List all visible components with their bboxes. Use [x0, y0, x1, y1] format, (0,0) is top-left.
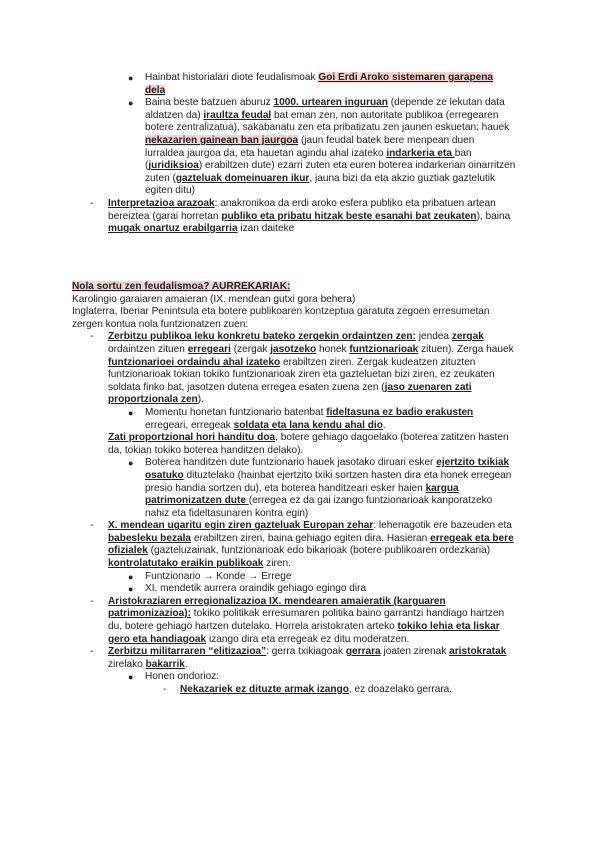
bullet-icon: ●	[128, 672, 134, 683]
list-item: ● Momentu honetan funtzionario batenbat fideltasuna ez badio erakusten erregeari, erregeak soldata eta lana kendu ahal dio.	[128, 406, 474, 431]
list-item: ● Boterea handitzen dute funtzionario hauek jasotako diruari esker ejertzito txikiak osatuko dituztelako (hainbat ejertzito txiki sortzen hasten dira eta honek erregean presio handia sortzen du), eta boterea handitzeari esker haien kargua patrimonizatzen dute (erregea ez da gai izango funtzionarioak kanporatzeko nahiz eta fideltasunaren kontra egin)	[128, 457, 512, 519]
list-item: ● XI. mendetik aurrera oraindik gehiago egingo dira	[128, 583, 367, 595]
section-heading: Nola sortu zen feudalismoa? AURREKARIAK:	[72, 281, 291, 292]
paragraph: Zati proportzional hori handitu doa, botere gehiago dagoelako (boterea zatitzen hasten da, tokian tokiko boterea handitzen delako).	[108, 432, 509, 456]
list-item: ● Honen ondorioz:	[128, 671, 220, 683]
block-origins	[0, 281, 600, 697]
dash-icon: -	[90, 646, 94, 658]
paragraph: Inglaterra, Iberiar Penintsula eta botere publikoaren kontzeptua garatuta zegoen erresumetan zergen kontua nola funtzionatzen zuen:	[72, 306, 490, 330]
list-item: - X. mendean ugaritu egin ziren gazteluak Europan zehar: lehenagotik ere bazeuden eta babesleku bezala erabiltzen ziren, baina gehiago egiten dira. Hasieran erregeak eta bere ofizialek (gazteluzainak, funtzionarioak edo bikarioak (botere publikoaren ordezkaria) kontrolatutako eraikin publikoak ziren.	[90, 520, 514, 570]
dash-icon: -	[90, 595, 94, 607]
list-item: - Zerbitzu militarraren “elitizazioa”: gerra txikiagoak gerrara joaten zirenak aristokratak zirelako bakarrik.	[90, 646, 507, 670]
bullet-icon: ●	[128, 571, 134, 582]
bullet-icon: ●	[128, 458, 134, 469]
list-item: ● Baina beste batzuen aburuz 1000. urtearen inguruan (depende ze lekutan data aldatzen da) iraultza feudal bat eman zen, non autoritate publikoa (erregearen botere zentralizatua), sakabanatu zen eta pribatizatu zen jaunen eskuetan: hauek nekazarien gainean ban jaurgoa (jaun feudal batek bere menpean duen lurraldea jaurgoa da, eta hauetan agindu ahal izateko indarkeria eta ban (juridiksioa) erabiltzen dute) ezarri zuten eta euren boterea indarkerian oinarritzen zuten (gazteluak domeinuaren ikur, jauna bizi da eta akzio guztiak gaztelutik egiten ditu)	[128, 97, 516, 197]
list-item: - Interpretazioa arazoak: anakronikoa da erdi aroko esfera publiko eta pribatuen artean bereiztea (garai horretan publiko eta pribatu hitzak beste esanahi bat zeukaten), baina mugak onartuz erabilgarria izan daiteke	[90, 197, 511, 235]
bullet-icon: ●	[128, 407, 134, 418]
dash-icon: -	[163, 684, 167, 695]
list-item: - Zerbitzu publikoa leku konkretu bateko zergekin ordaintzen zen: jendea zergak ordaintzen zituen erregeari (zergak jasotzeko honek funtzionarioak zituen). Zerga hauek funtzionarioei ordaindu ahal izateko erabiltzen ziren. Zergak kudeatzen zituzten funtzionarioak tokian tokiko funtzionarioak ziren eta gazteluetan bizi ziren, ez zeukaten soldata finko bat, jasotzen dutena erregea esaten zuena zen (jaso zuenaren zati proportzionala zen).	[90, 331, 514, 406]
bullet-icon: ●	[128, 98, 134, 109]
block-intro	[0, 72, 600, 236]
dash-icon: -	[90, 197, 94, 209]
list-item: ● Funtzionario → Konde → Errege	[128, 570, 292, 582]
paragraph: Karolingio garaiaren amaieran (IX. mendean gutxi gora behera)	[72, 293, 356, 305]
dash-icon: -	[90, 331, 94, 343]
list-item: ● Hainbat historialari diote feudalismoak Goi Erdi Aroko sistemaren garapena dela	[128, 72, 494, 96]
dash-icon: -	[90, 520, 94, 532]
list-item: - Nekazariek ez dituzte armak izango, ez doazelako gerrara.	[163, 684, 453, 695]
bullet-icon: ●	[128, 73, 134, 83]
list-item: - Aristokraziaren erregionalizazioa IX. mendearen amaieratik (karguaren patrimonizazioa): tokiko politikak erresumaren politika baino garrantzi handiago hartzen du, botere gehiago hartzen dutelako. Horrela aristokraten arteko tokiko lehia eta liskar gero eta handiagoak izango dira eta erregeak ez ditu moderatzen.	[90, 595, 505, 645]
bullet-icon: ●	[128, 584, 134, 595]
